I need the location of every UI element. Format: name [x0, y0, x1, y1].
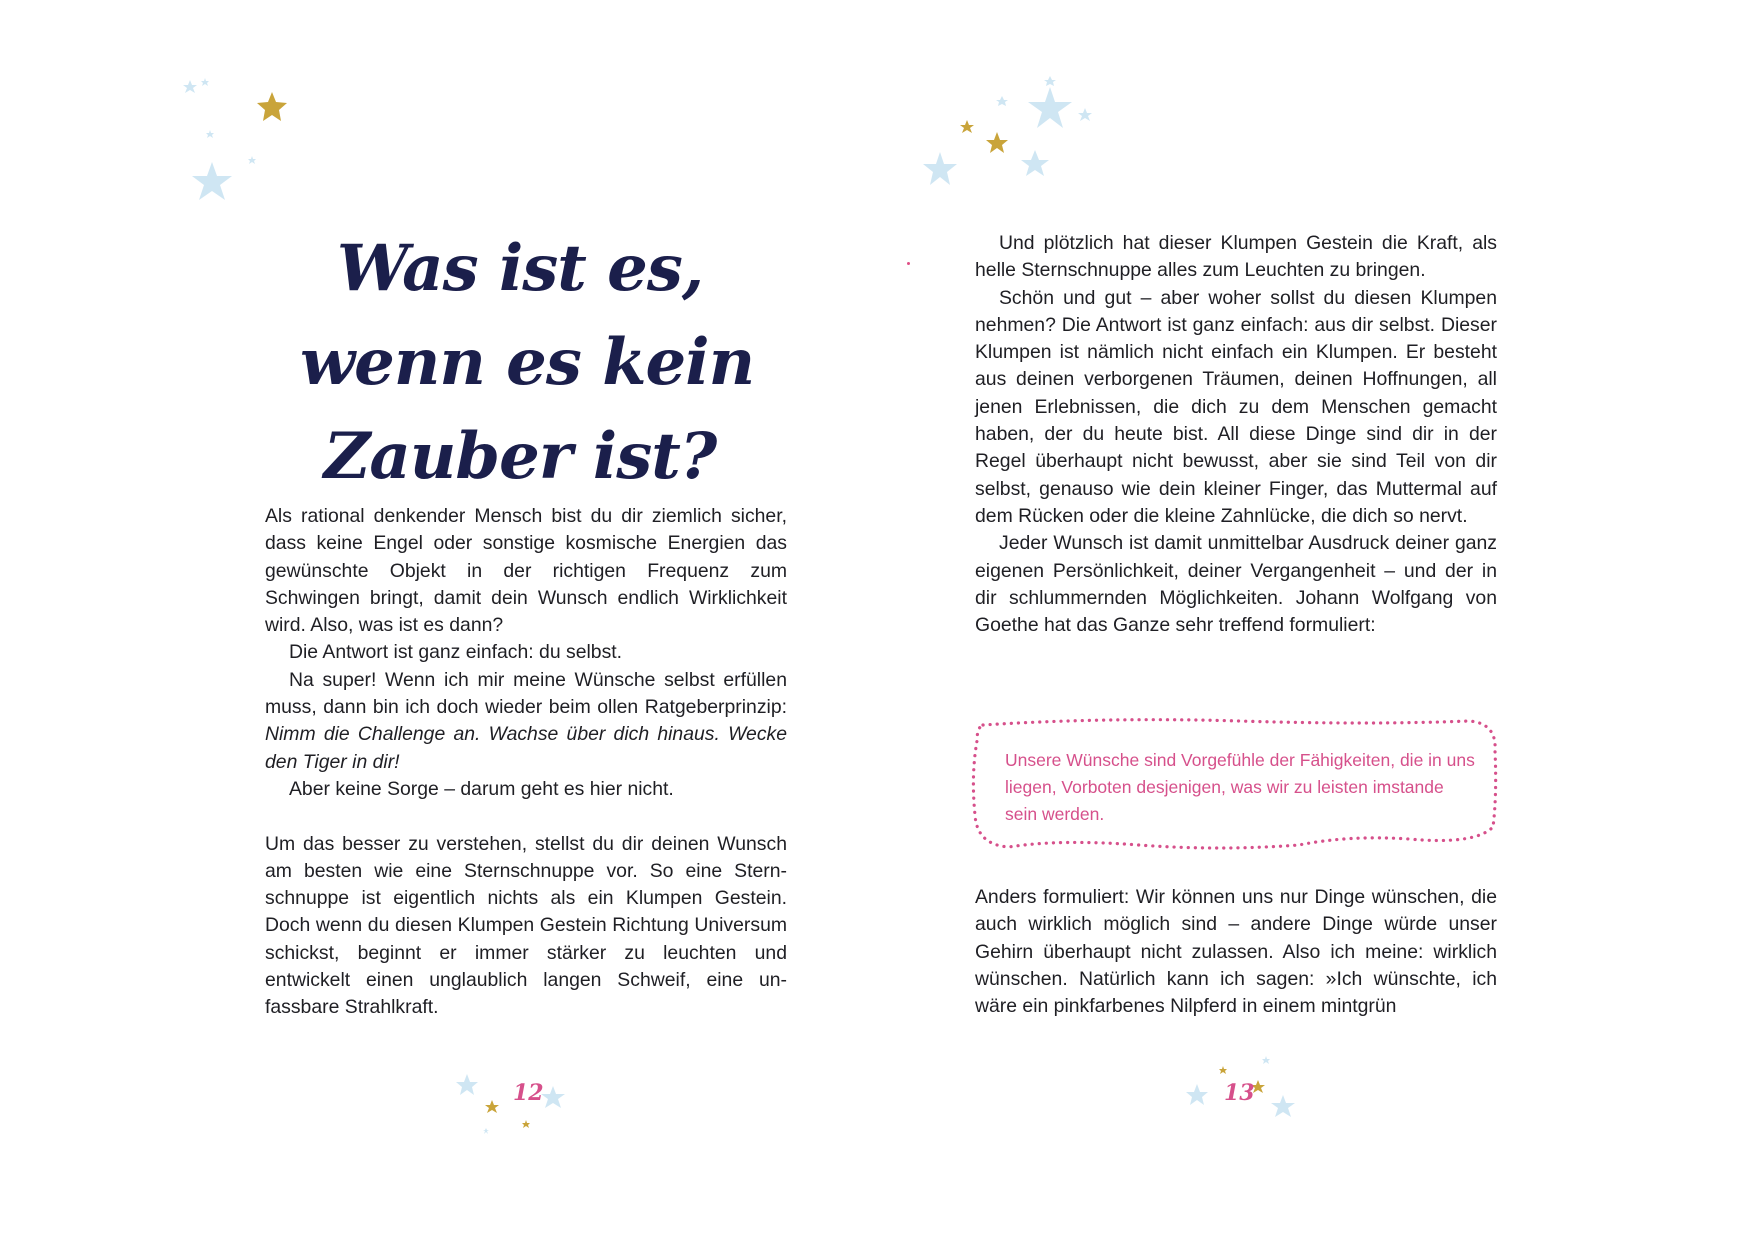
star-icon: [257, 92, 287, 121]
star-icon: [1044, 76, 1056, 86]
star-icon: [206, 130, 214, 138]
decorative-dot: [907, 262, 910, 265]
paragraph: Und plötzlich hat dieser Klumpen Gestein die Kraft, als helle Sternschnuppe alles zum Leuchten zu bringen.: [975, 232, 1497, 282]
chapter-title: [300, 222, 755, 504]
paragraph: Jeder Wunsch ist damit unmittelbar Ausdruck deiner ganz eigenen Persönlichkeit, deiner Vergangenheit – und der in dir schlummernden Möglichkeiten. Johann Wolfgang von Goethe hat das Ganze sehr treffend formuliert:: [975, 532, 1497, 637]
paragraph: Die Antwort ist ganz einfach: du selbst.: [289, 641, 623, 664]
star-icon: [1078, 108, 1092, 121]
star-icon: [1262, 1056, 1270, 1064]
goethe-quote: Unsere Wünsche sind Vorgefühle der Fähigkeiten, die in uns liegen, Vorboten desjenigen, was wir zu leisten imstande sein werden.: [1005, 750, 1475, 824]
quote-box: [969, 715, 1503, 855]
page-number: 12: [513, 1080, 544, 1106]
star-icon: [1028, 87, 1072, 128]
left-body-text: [265, 503, 787, 1022]
star-icon: [960, 120, 974, 133]
star-cluster-top-right: [917, 72, 1157, 192]
paragraph: Als rational denkender Mensch bist du dir ziemlich sicher, dass keine Engel oder sonstige kosmische Energien das gewünschte Objekt in der richtigen Frequenz zum Schwingen bringt, damit dein Wunsch endlich Wirklichkeit wird. Also, was ist es dann?: [265, 505, 787, 637]
paragraph-text: Na super! Wenn ich mir meine Wünsche selbst erfüllen muss, dann bin ich doch wieder beim ollen Ratgeberprinzip:: [265, 668, 787, 719]
star-icon: [456, 1074, 478, 1095]
star-cluster-top-left: [180, 70, 290, 220]
star-icon: [1021, 150, 1049, 176]
title-line: wenn es kein: [300, 325, 755, 400]
paragraph: Um das besser zu verstehen, stellst du dir deinen Wunsch am besten wie eine Sternschnuppe vor. So eine Sternschnuppe ist eigentlich nichts als ein Klumpen Gestein. Doch wenn du diesen Klumpen Gestein Richtung Universum schickst, beginnt er immer stärker zu leuchten und entwickelt einen unglaublich langen Schweif, eine unfassbare Strahlkraft.: [265, 832, 787, 1019]
star-icon: [1186, 1084, 1208, 1105]
star-icon: [1271, 1095, 1295, 1117]
star-icon: [485, 1100, 499, 1113]
right-body-text: [975, 230, 1497, 639]
right-page: [877, 0, 1754, 1240]
italic-quote: Nimm die Challenge an. Wachse über dich hinaus. Wecke den Tiger in dir!: [265, 723, 787, 773]
star-icon: [996, 96, 1008, 106]
star-icon: [183, 80, 197, 93]
paragraph: [265, 667, 787, 776]
star-icon: [192, 162, 232, 200]
star-icon: [483, 1128, 489, 1134]
title-line: Zauber ist?: [323, 419, 717, 494]
paragraph: Anders formuliert: Wir können uns nur Dinge wünschen, die auch wirklich möglich sind – andere Dinge würde unser Gehirn überhaupt nicht zulassen. Also ich meine: wirklich wünschen. Natürlich kann ich sagen: »Ich wünschte, ich wäre ein pinkfarbenes Nilpferd in einem mintgrün: [975, 886, 1497, 1018]
paragraph: Schön und gut – aber woher sollst du diesen Klumpen nehmen? Die Antwort ist ganz einfach: aus dir selbst. Dieser Klumpen ist nämlich nicht einfach ein Klumpen. Er besteht aus deinen verborgenen Träumen, deinen Hoffnungen, all jenen Erlebnissen, die dich zu dem Menschen gemacht haben, der du heute bist. All diese Dinge sind dir in der Regel überhaupt nicht bewusst, aber sie sind Teil von dir selbst, genauso wie dein kleiner Finger, das Muttermal auf dem Rücken oder die kleine Zahnlücke, die dich so nervt.: [975, 286, 1497, 527]
star-icon: [541, 1086, 565, 1108]
star-icon: [248, 156, 256, 164]
star-icon: [1219, 1066, 1227, 1074]
star-icon: [923, 152, 957, 185]
page-number: 13: [1224, 1080, 1255, 1106]
star-icon: [201, 78, 209, 86]
star-icon: [986, 132, 1008, 153]
star-icon: [522, 1120, 530, 1128]
right-body-text-continued: [975, 884, 1497, 1020]
title-line: Was ist es,: [336, 231, 704, 306]
paragraph: Aber keine Sorge – darum geht es hier nicht.: [289, 777, 674, 800]
